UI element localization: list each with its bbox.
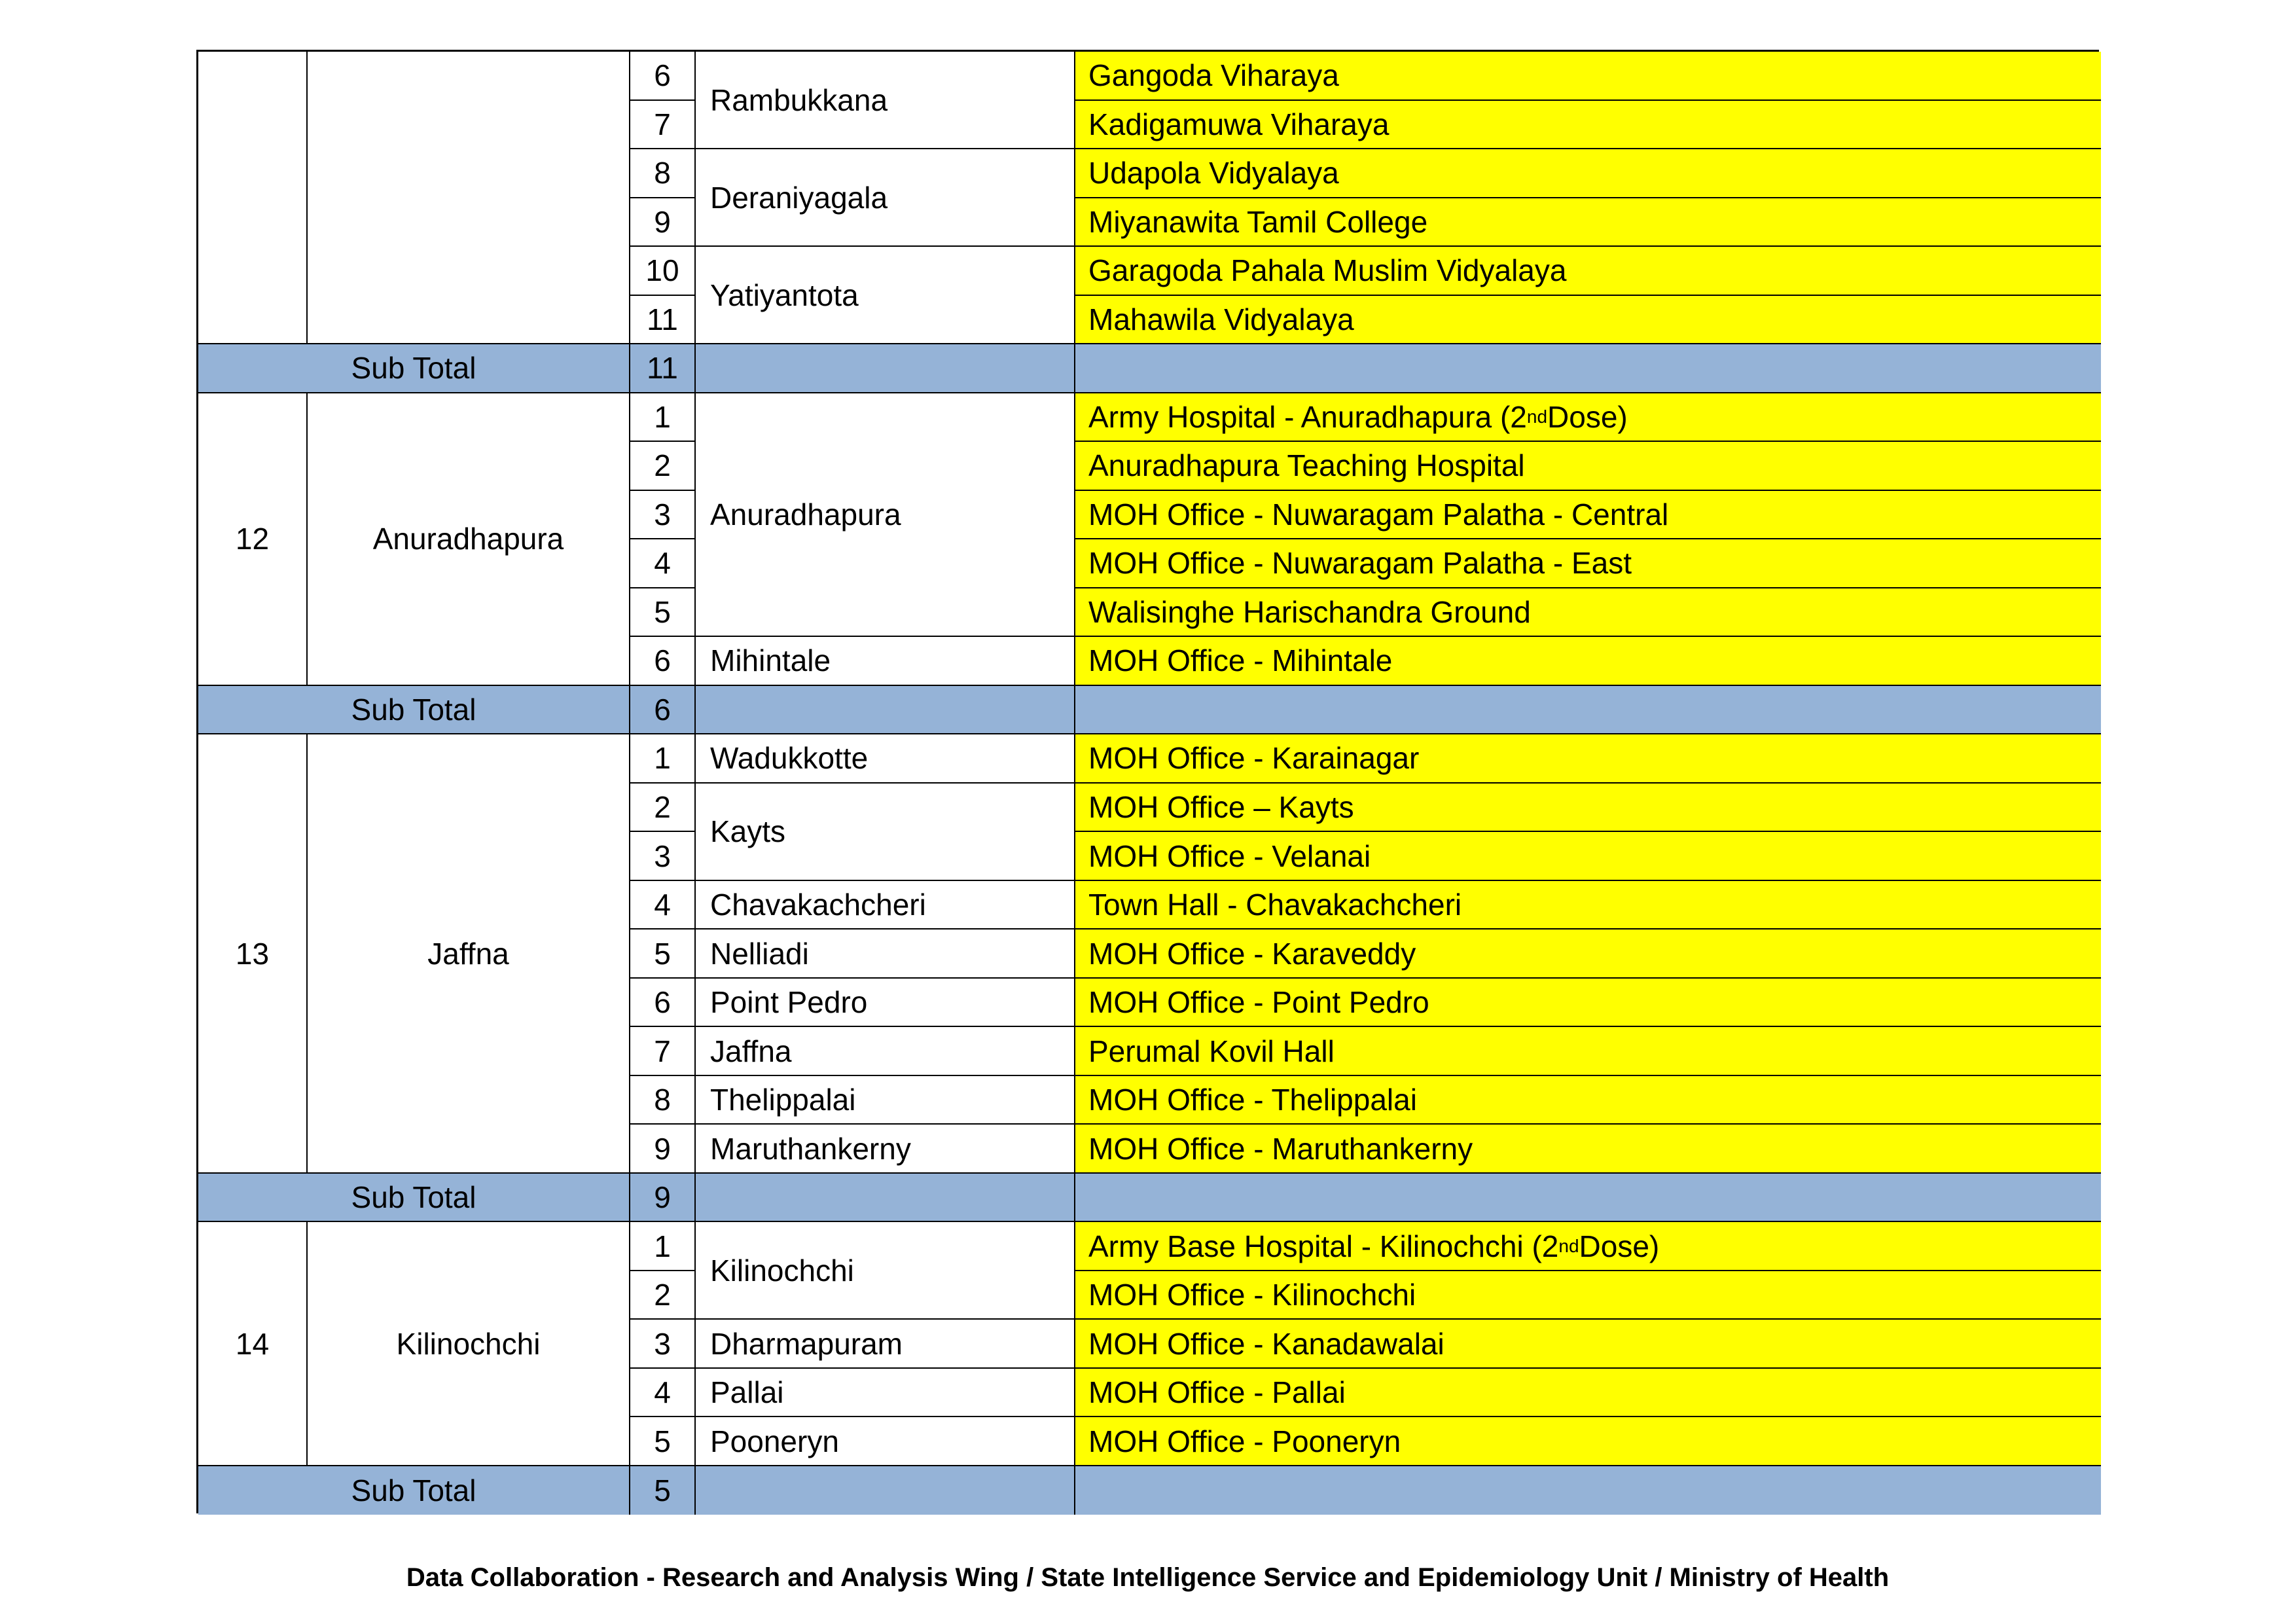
moh-area: [696, 247, 1075, 344]
venue-text: MOH Office - Maruthankerny: [1088, 1131, 1473, 1166]
venue-text: Garagoda Pahala Muslim Vidyalaya: [1088, 253, 1567, 288]
moh-area-text: Kilinochchi: [710, 1253, 854, 1288]
row-number: [630, 1125, 696, 1174]
venue-text: Anuradhapura Teaching Hospital: [1088, 448, 1525, 483]
venue-text: Army Hospital - Anuradhapura (2: [1088, 399, 1527, 434]
venue: Army Base Hospital - Kilinochchi (2 nd Dose): [1075, 1222, 2101, 1271]
subtotal-value-text: 11: [647, 351, 678, 386]
venue-text: MOH Office - Karaveddy: [1088, 936, 1416, 971]
district-no-text: 14: [235, 1326, 270, 1361]
venue: [1075, 637, 2101, 686]
subtotal-blank: [1075, 1174, 2101, 1223]
moh-area-text: Maruthankerny: [710, 1131, 911, 1166]
subtotal-label: [198, 344, 630, 393]
moh-area: [696, 929, 1075, 979]
venue-suffix: Dose): [1547, 399, 1628, 434]
row-number: [630, 198, 696, 247]
district-name-text: Anuradhapura: [372, 522, 564, 556]
moh-area: [696, 1125, 1075, 1174]
venue: [1075, 881, 2101, 930]
venue-text: MOH Office - Kanadawalai: [1088, 1326, 1444, 1361]
moh-area-text: Wadukkotte: [710, 741, 869, 776]
subtotal-blank: [696, 1174, 1075, 1223]
row-number: [630, 1222, 696, 1271]
venue: [1075, 1417, 2101, 1466]
venue: [1075, 296, 2101, 345]
venue: [1075, 1271, 2101, 1320]
row-number: [630, 929, 696, 979]
moh-area-text: Thelippalai: [710, 1083, 856, 1117]
moh-area-text: Mihintale: [710, 643, 831, 678]
row-number: [630, 979, 696, 1028]
row-number: [630, 1271, 696, 1320]
venue-text: MOH Office - Nuwaragam Palatha - Central: [1088, 497, 1669, 532]
moh-area: [696, 1076, 1075, 1125]
moh-area-text: Point Pedro: [710, 985, 868, 1020]
venue: [1075, 1125, 2101, 1174]
row-number-text: 9: [654, 1131, 671, 1166]
moh-area: [696, 149, 1075, 247]
row-number: [630, 1417, 696, 1466]
venue-text: MOH Office - Karainagar: [1088, 741, 1420, 776]
district-name: [308, 52, 630, 344]
venue-text: Miyanawita Tamil College: [1088, 204, 1428, 239]
row-number: [630, 734, 696, 784]
row-number-text: 5: [654, 594, 671, 629]
venue-text: MOH Office - Nuwaragam Palatha - East: [1088, 546, 1632, 581]
moh-area-text: Anuradhapura: [710, 497, 901, 532]
venue: [1075, 1320, 2101, 1369]
venue-text: Udapola Vidyalaya: [1088, 156, 1339, 190]
venue: [1075, 832, 2101, 881]
row-number-text: 2: [654, 1278, 671, 1312]
moh-area-text: Jaffna: [710, 1034, 792, 1068]
row-number-text: 1: [654, 1229, 671, 1263]
subtotal-blank: [1075, 1466, 2101, 1515]
subtotal-label: [198, 1174, 630, 1223]
moh-area: [696, 881, 1075, 930]
row-number: [630, 881, 696, 930]
venue-text: Walisinghe Harischandra Ground: [1088, 594, 1531, 629]
moh-area: [696, 1320, 1075, 1369]
district-no-text: 13: [235, 936, 270, 971]
venue: [1075, 539, 2101, 588]
row-number: [630, 296, 696, 345]
row-number: [630, 1320, 696, 1369]
moh-area-text: Rambukkana: [710, 82, 888, 117]
subtotal-label-text: Sub Total: [351, 351, 476, 386]
row-number-text: 6: [654, 643, 671, 678]
row-number: [630, 491, 696, 540]
subtotal-value: [630, 686, 696, 735]
moh-area: [696, 1027, 1075, 1076]
subtotal-label-text: Sub Total: [351, 692, 476, 727]
row-number: [630, 52, 696, 101]
district-name: [308, 1222, 630, 1466]
venue: [1075, 734, 2101, 784]
venue: [1075, 588, 2101, 638]
row-number-text: 1: [654, 741, 671, 776]
district-no: [198, 734, 308, 1174]
moh-area-text: Dharmapuram: [710, 1326, 903, 1361]
venue: [1075, 1027, 2101, 1076]
row-number-text: 8: [654, 156, 671, 190]
row-number: [630, 247, 696, 296]
venue-text: MOH Office – Kayts: [1088, 789, 1354, 824]
subtotal-blank: [696, 1466, 1075, 1515]
venue-text: Gangoda Viharaya: [1088, 58, 1339, 93]
row-number-text: 7: [654, 1034, 671, 1068]
row-number: [630, 149, 696, 198]
moh-area: [696, 637, 1075, 686]
moh-area: [696, 1417, 1075, 1466]
row-number-text: 9: [654, 204, 671, 239]
district-name-text: Jaffna: [427, 936, 509, 971]
row-number: [630, 784, 696, 833]
row-number-text: 4: [654, 1375, 671, 1410]
subtotal-label-text: Sub Total: [351, 1473, 476, 1508]
venue-text: Town Hall - Chavakachcheri: [1088, 888, 1462, 922]
row-number-text: 3: [654, 839, 671, 873]
moh-area-text: Pooneryn: [710, 1424, 839, 1458]
row-number-text: 4: [654, 546, 671, 581]
moh-area: [696, 1222, 1075, 1320]
venue-text: MOH Office - Velanai: [1088, 839, 1371, 873]
subtotal-value: [630, 1466, 696, 1515]
row-number-text: 3: [654, 497, 671, 532]
subtotal-value-text: 9: [654, 1180, 671, 1215]
row-number-text: 3: [654, 1326, 671, 1361]
row-number: [630, 539, 696, 588]
row-number-text: 2: [654, 448, 671, 483]
venue-text: MOH Office - Mihintale: [1088, 643, 1393, 678]
venue: [1075, 1076, 2101, 1125]
row-number-text: 2: [654, 789, 671, 824]
row-number-text: 5: [654, 936, 671, 971]
venue-text: MOH Office - Pooneryn: [1088, 1424, 1401, 1458]
row-number-text: 8: [654, 1083, 671, 1117]
moh-area: [696, 734, 1075, 784]
moh-area-text: Nelliadi: [710, 936, 809, 971]
subtotal-label-text: Sub Total: [351, 1180, 476, 1215]
row-number-text: 6: [654, 58, 671, 93]
row-number-text: 1: [654, 399, 671, 434]
venue: [1075, 149, 2101, 198]
district-name: [308, 393, 630, 686]
district-name: [308, 734, 630, 1174]
venue: [1075, 198, 2101, 247]
venue: [1075, 784, 2101, 833]
subtotal-label: [198, 1466, 630, 1515]
moh-area: [696, 1369, 1075, 1418]
subtotal-value-text: 6: [654, 692, 671, 727]
venue-text: MOH Office - Pallai: [1088, 1375, 1346, 1410]
moh-area-text: Pallai: [710, 1375, 784, 1410]
venue: Army Hospital - Anuradhapura (2 nd Dose): [1075, 393, 2101, 442]
subtotal-blank: [696, 686, 1075, 735]
venue-text: Mahawila Vidyalaya: [1088, 302, 1354, 336]
venue-text: MOH Office - Point Pedro: [1088, 985, 1429, 1020]
row-number: [630, 832, 696, 881]
row-number: [630, 1027, 696, 1076]
row-number: [630, 1076, 696, 1125]
venue-text: Perumal Kovil Hall: [1088, 1034, 1335, 1068]
row-number: [630, 393, 696, 442]
district-no: [198, 393, 308, 686]
subtotal-value-text: 5: [654, 1473, 671, 1508]
moh-area: [696, 393, 1075, 638]
venue-text: Army Base Hospital - Kilinochchi (2: [1088, 1229, 1559, 1263]
venue-text: Kadigamuwa Viharaya: [1088, 107, 1390, 141]
subtotal-value: [630, 344, 696, 393]
moh-area: [696, 52, 1075, 149]
district-no-text: 12: [235, 522, 270, 556]
venue: [1075, 442, 2101, 491]
footer-credit: Data Collaboration - Research and Analysis Wing / State Intelligence Service and Epidemiology Unit / Ministry of Health: [406, 1563, 1890, 1592]
row-number-text: 11: [647, 302, 678, 336]
moh-area: [696, 784, 1075, 881]
venue: [1075, 101, 2101, 150]
row-number-text: 6: [654, 985, 671, 1020]
moh-area-text: Deraniyagala: [710, 180, 888, 215]
row-number-text: 5: [654, 1424, 671, 1458]
subtotal-blank: [696, 344, 1075, 393]
row-number: [630, 637, 696, 686]
subtotal-label: [198, 686, 630, 735]
row-number: [630, 588, 696, 638]
row-number: [630, 101, 696, 150]
moh-area: [696, 979, 1075, 1028]
venue: [1075, 491, 2101, 540]
moh-area-text: Chavakachcheri: [710, 888, 926, 922]
vaccination-centres-table: [196, 50, 2099, 1513]
subtotal-blank: [1075, 686, 2101, 735]
row-number: [630, 1369, 696, 1418]
moh-area-text: Yatiyantota: [710, 278, 859, 312]
district-no: [198, 52, 308, 344]
venue-suffix: Dose): [1579, 1229, 1660, 1263]
moh-area-text: Kayts: [710, 814, 786, 849]
venue: [1075, 929, 2101, 979]
venue: [1075, 979, 2101, 1028]
venue: [1075, 1369, 2101, 1418]
row-number-text: 10: [645, 253, 679, 288]
district-name-text: Kilinochchi: [396, 1326, 541, 1361]
row-number: [630, 442, 696, 491]
subtotal-blank: [1075, 344, 2101, 393]
row-number-text: 4: [654, 888, 671, 922]
row-number-text: 7: [654, 107, 671, 141]
district-no: [198, 1222, 308, 1466]
venue: [1075, 247, 2101, 296]
venue-text: MOH Office - Thelippalai: [1088, 1083, 1417, 1117]
subtotal-value: [630, 1174, 696, 1223]
venue: [1075, 52, 2101, 101]
venue-text: MOH Office - Kilinochchi: [1088, 1278, 1416, 1312]
